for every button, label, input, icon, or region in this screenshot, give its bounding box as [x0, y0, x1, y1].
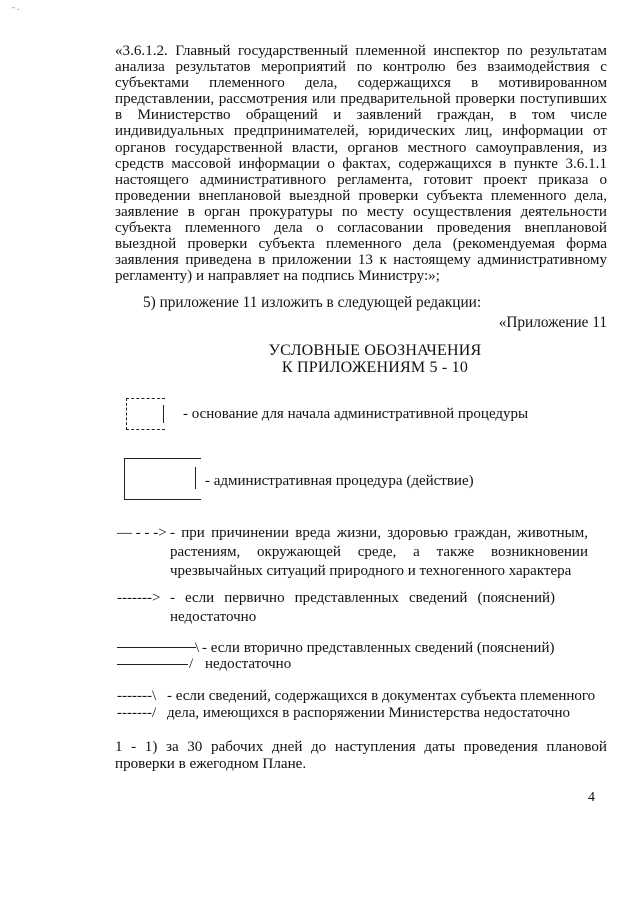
- dashed-split-description-1: - если сведений, содержащихся в документах субъекта племенного: [167, 688, 596, 704]
- appendix-label: «Приложение 11: [498, 314, 607, 331]
- legend-title: [260, 342, 490, 376]
- legend-title-line-2: К ПРИЛОЖЕНИЯМ 5 - 10: [281, 359, 469, 376]
- solid-split-line-upper: [117, 647, 196, 648]
- dashed-split-symbol-1: -------\: [117, 688, 157, 704]
- page-number: 4: [588, 790, 595, 805]
- solid-split-description-2: недостаточно: [205, 656, 292, 672]
- dashed-box-description: - основание для начала административной процедуры: [183, 406, 529, 422]
- dash-arrow-symbol: — - - ->: [117, 525, 167, 541]
- solid-box-side-mark: [195, 467, 196, 489]
- solid-split-slash: /: [189, 656, 194, 672]
- dotted-arrow-description: - если первично представленных сведений (пояснений) недостаточно: [170, 590, 555, 625]
- dash-arrow-description: - при причинении вреда жизни, здоровью граждан, животным, растениям, окружающей среде, а также возникновении чрезвычайных ситуаций природного и техногенного характера: [170, 525, 588, 579]
- solid-split-line-lower: [117, 664, 188, 665]
- paragraph-3-6-1-2: «3.6.1.2. Главный государственный племенной инспектор по результатам анализа результатов мероприятий по контролю без взаимодействия с субъектами племенного дела, содержащихся в мотивированном представлении, рассмотрения или предварительной проверки поступивших в Министерство обращений и заявлений граждан, в том числе индивидуальных предпринимателей, юридических лиц, информации от органов государственной власти, органов местного самоуправления, из средств массовой информации о фактах, содержащихся в пункте 3.6.1.1 настоящего административного регламента, готовит проект приказа о проведении внеплановой выездной проверки субъекта племенного дела, заявление в орган прокуратуры по месту осуществления деятельности субъекта племенного дела о согласовании проведения внеплановой выездной проверки субъекта племенного дела (рекомендуемая форма заявления приведена в приложении 13 к настоящему административному регламенту) и направляет на подпись Министру:»;: [115, 43, 607, 285]
- corner-mark: - .: [12, 2, 20, 12]
- dashed-split-description-2: дела, имеющихся в распоряжении Министерства недостаточно: [167, 705, 570, 721]
- dashed-box-side-mark: [163, 405, 164, 423]
- dashed-box-symbol: [126, 398, 165, 430]
- solid-split-backslash: \: [195, 640, 200, 656]
- dotted-arrow-symbol: ------->: [117, 590, 161, 606]
- solid-box-description: - административная процедура (действие): [205, 473, 474, 489]
- solid-box-symbol: [124, 458, 201, 500]
- paragraph-5: 5) приложение 11 изложить в следующей редакции:: [143, 294, 482, 311]
- dashed-split-symbol-2: -------/: [117, 705, 157, 721]
- solid-split-description-1: - если вторично представленных сведений (пояснений): [202, 640, 555, 656]
- legend-title-line-1: УСЛОВНЫЕ ОБОЗНАЧЕНИЯ: [268, 342, 482, 359]
- paragraph-1-1: 1 - 1) за 30 рабочих дней до наступления даты проведения плановой проверки в ежегодном Плане.: [115, 739, 607, 772]
